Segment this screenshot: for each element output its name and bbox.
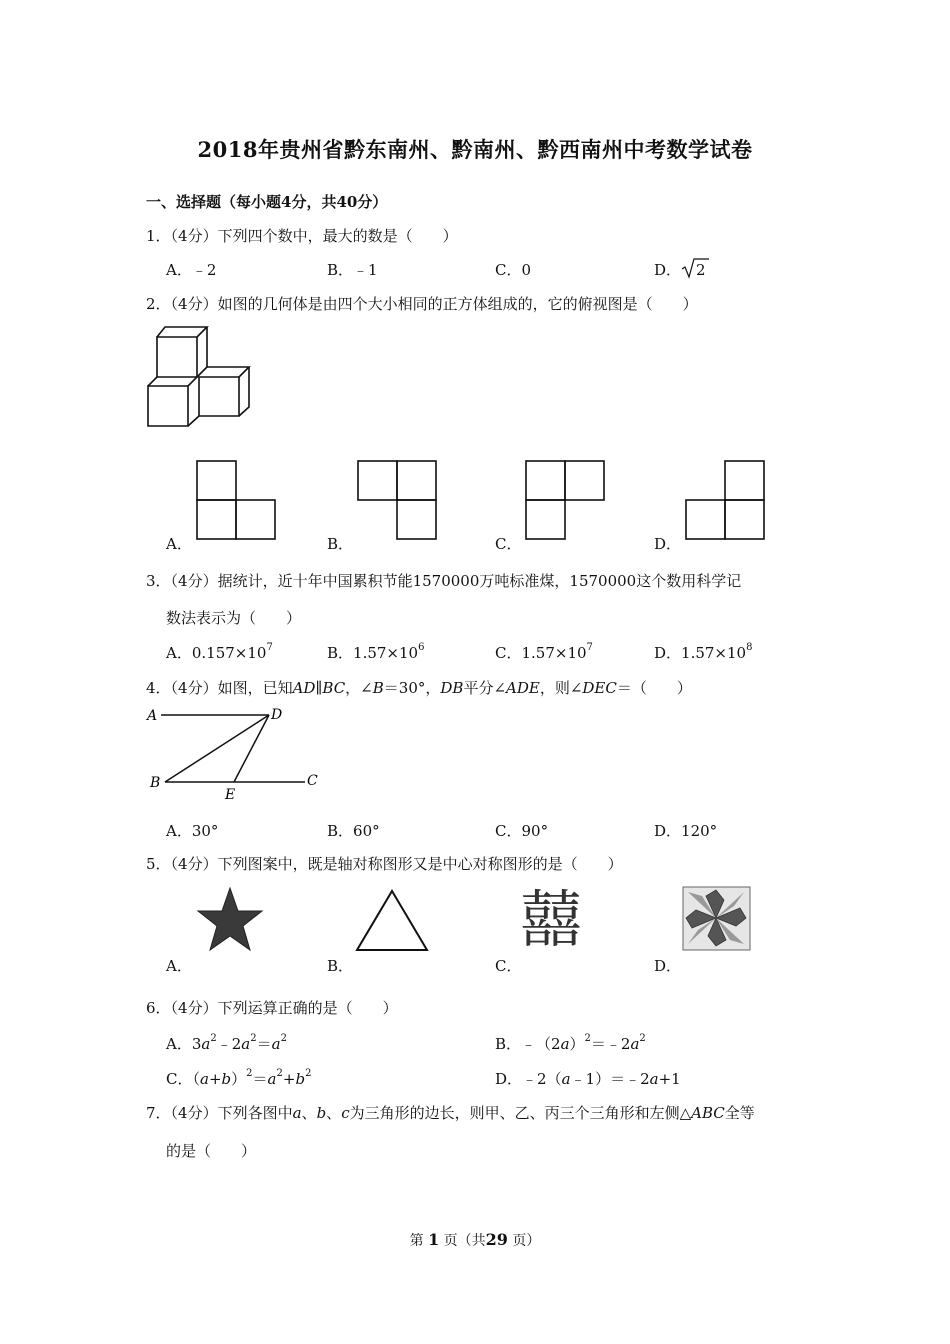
label-b: B xyxy=(150,775,161,791)
page-footer: 第 1 页（共29 页） xyxy=(409,1230,541,1249)
q1-option-d[interactable] xyxy=(654,259,709,280)
q2-cube-solid-figure xyxy=(145,323,255,433)
q4-option-c[interactable]: C．90° xyxy=(495,822,549,840)
question-7-continued: 的是（ ） xyxy=(166,1142,257,1160)
q5-option-b[interactable]: B． xyxy=(327,957,354,975)
question-number: 4． xyxy=(146,679,171,697)
q3-option-b[interactable]: B．$1.57\times 10^6$ xyxy=(327,642,425,662)
q4-option-d[interactable]: D．120° xyxy=(654,822,718,840)
q3-option-c[interactable]: C．$1.57\times 10^7$ xyxy=(495,642,593,662)
q2-top-view-c-figure xyxy=(525,460,607,542)
q2-option-b[interactable]: B． xyxy=(327,535,354,553)
label-d: D xyxy=(271,707,283,723)
q2-option-a[interactable]: A． xyxy=(166,535,192,553)
q6-option-d[interactable]: D．﹣2（a﹣1）＝﹣2a+1 xyxy=(495,1070,681,1088)
question-text: （4分）下列运算正确的是（ ） xyxy=(170,999,398,1017)
q1-option-b[interactable]: B．﹣1 xyxy=(327,261,378,279)
question-number: 3． xyxy=(146,572,171,590)
question-text: （4分）据统计，近十年中国累积节能1570000万吨标准煤，1570000这个数用科学记 xyxy=(170,572,742,590)
q4-geometry-figure xyxy=(145,703,335,803)
label-e: E xyxy=(225,787,236,803)
question-2 xyxy=(146,293,698,314)
question-3 xyxy=(146,570,741,591)
section-heading: 一、选择题（每小题4分，共40分） xyxy=(146,193,388,211)
question-text: （4分）如图的几何体是由四个大小相同的正方体组成的，它的俯视图是（ ） xyxy=(170,295,698,313)
q6-option-a[interactable]: A．$3a^2﹣2a^2=a^2$ xyxy=(166,1033,287,1053)
label-c: C xyxy=(307,773,318,789)
q2-option-c[interactable]: C． xyxy=(495,535,522,553)
q4-option-a[interactable]: A．30° xyxy=(166,822,219,840)
question-5 xyxy=(146,853,623,874)
question-number: 2． xyxy=(146,295,171,313)
question-1 xyxy=(146,225,458,246)
double-happiness-icon: 囍 xyxy=(520,883,583,956)
q2-top-view-d-figure xyxy=(685,460,767,542)
sqrt-icon xyxy=(681,260,709,278)
q3-option-d[interactable]: D．$1.57\times 10^8$ xyxy=(654,642,753,662)
q1-option-a[interactable]: A．﹣2 xyxy=(166,261,217,279)
q5-option-d[interactable]: D． xyxy=(654,957,682,975)
q6-option-c[interactable]: C．$(a+b)^2=a^2+b^2$ xyxy=(166,1068,312,1088)
q2-top-view-a-figure xyxy=(196,460,278,542)
question-number: 1． xyxy=(146,227,171,245)
total-page-count: 29 xyxy=(485,1230,508,1249)
sqrt-radicand: 2 xyxy=(696,261,706,279)
question-6 xyxy=(146,997,398,1018)
q2-top-view-b-figure xyxy=(357,460,439,542)
question-4: 4．（4分）如图，已知AD∥BC，∠B＝30°，DB平分∠ADE，则∠DEC＝（ ） xyxy=(146,679,692,697)
page-title: 2018年贵州省黔东南州、黔南州、黔西南州中考数学试卷 xyxy=(197,137,753,162)
q1-option-c[interactable]: C．0 xyxy=(495,261,532,279)
q2-option-d[interactable]: D． xyxy=(654,535,682,553)
q5-option-a[interactable]: A． xyxy=(166,957,192,975)
q4-option-b[interactable]: B．60° xyxy=(327,822,380,840)
question-3-continued: 数法表示为（ ） xyxy=(166,609,302,627)
current-page-number: 1 xyxy=(428,1230,440,1249)
star-icon xyxy=(195,886,265,952)
question-number: 6． xyxy=(146,999,171,1017)
question-number: 5． xyxy=(146,855,171,873)
triangle-icon xyxy=(355,888,431,954)
question-7: 7．（4分）下列各图中a、b、c为三角形的边长，则甲、乙、丙三个三角形和左侧△ABC全等 xyxy=(146,1104,755,1122)
q6-option-b[interactable]: B．$﹣(2a)^2=﹣2a^2$ xyxy=(495,1033,646,1053)
q3-option-a[interactable]: A．$0.157\times 10^7$ xyxy=(166,642,273,662)
label-a: A xyxy=(147,708,158,724)
q5-option-c[interactable]: C． xyxy=(495,957,522,975)
question-number: 7． xyxy=(146,1104,171,1122)
question-text: （4分）下列四个数中，最大的数是（ ） xyxy=(170,227,458,245)
option-label: D． xyxy=(654,261,682,279)
pinwheel-tile-icon xyxy=(682,886,752,952)
question-text: （4分）下列图案中，既是轴对称图形又是中心对称图形的是（ ） xyxy=(170,855,623,873)
